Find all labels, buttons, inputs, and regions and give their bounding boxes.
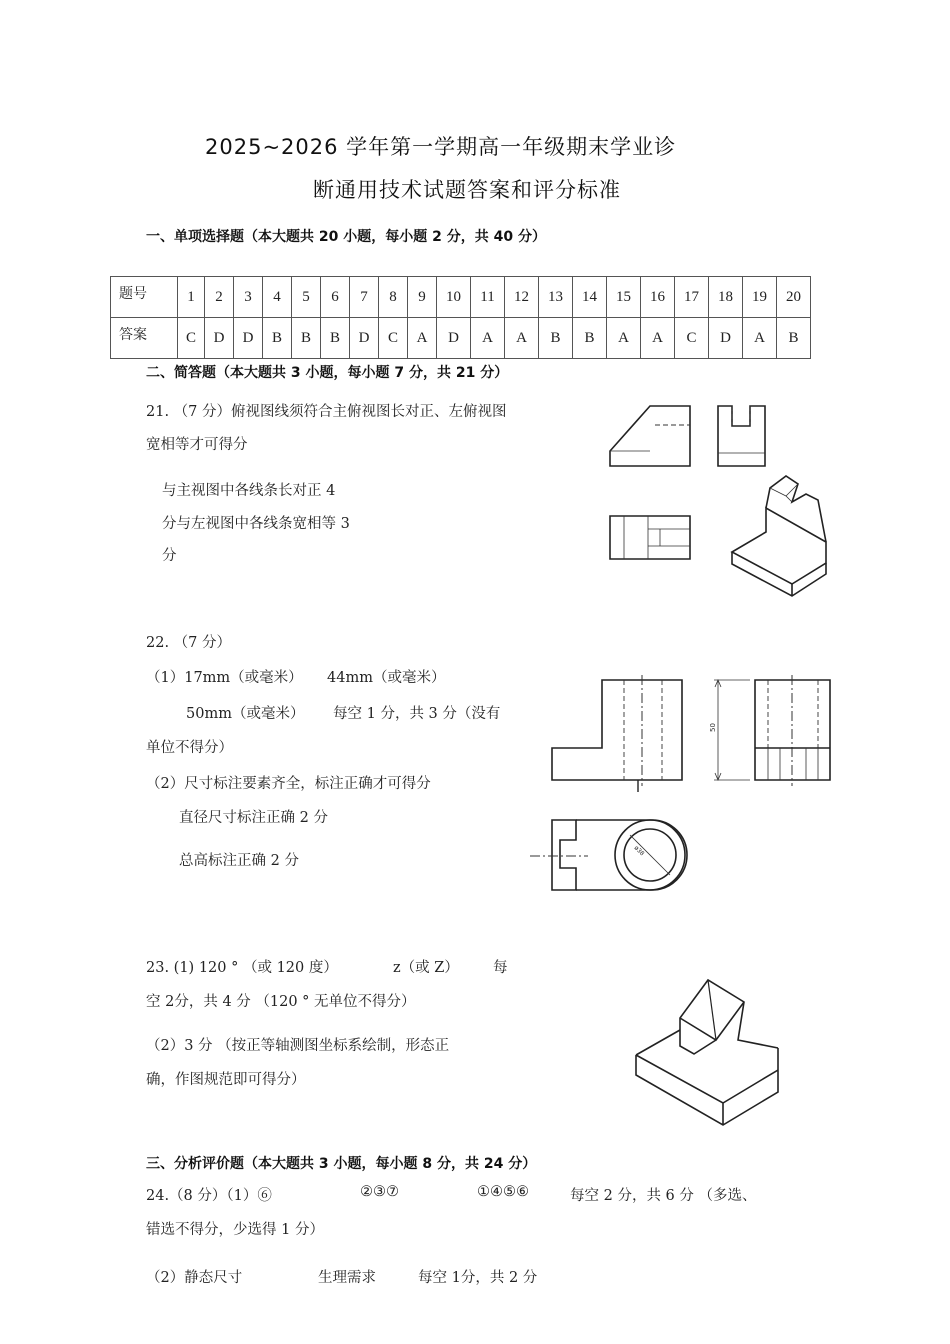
table-cell-num: 11	[471, 277, 505, 318]
table-cell-num: 16	[641, 277, 675, 318]
q23-line1c: 每	[493, 960, 508, 976]
table-label-answer: 答案	[111, 318, 178, 359]
q23-line2: 空 2分，共 4 分 （120 ° 无单位不得分）	[146, 994, 416, 1010]
q23-line4: 确，作图规范即可得分）	[146, 1072, 306, 1088]
q23-line1b: z（或 Z）	[393, 960, 459, 976]
q24-line1b: ②③⑦	[360, 1184, 399, 1200]
table-cell-ans: D	[437, 318, 471, 359]
table-cell-ans: D	[350, 318, 379, 359]
q23-line3: （2）3 分 （按正等轴测图坐标系绘制，形态正	[146, 1038, 450, 1054]
table-cell-num: 9	[408, 277, 437, 318]
q23-isometric-drawing	[628, 970, 828, 1130]
q21-three-view-drawing	[600, 396, 840, 586]
table-label-number: 题号	[111, 277, 178, 318]
table-row-answers	[111, 318, 811, 359]
q24-line2: 错选不得分，少选得 1 分）	[146, 1222, 324, 1238]
table-cell-ans: D	[709, 318, 743, 359]
table-cell-ans: A	[641, 318, 675, 359]
table-cell-num: 15	[607, 277, 641, 318]
table-cell-ans: B	[777, 318, 811, 359]
table-cell-ans: A	[505, 318, 539, 359]
q24-line3c: 每空 1分，共 2 分	[418, 1270, 538, 1286]
left-view-outline	[718, 406, 765, 466]
table-cell-num: 18	[709, 277, 743, 318]
q22-top-view-outline	[576, 820, 687, 890]
table-cell-ans: C	[178, 318, 205, 359]
table-cell-ans: C	[379, 318, 408, 359]
q22-top-view-slot	[552, 820, 576, 890]
table-cell-num: 1	[178, 277, 205, 318]
table-cell-num: 10	[437, 277, 471, 318]
q22-line6: 直径尺寸标注正确 2 分	[179, 810, 328, 826]
table-cell-ans: A	[607, 318, 641, 359]
q24-line1c: ①④⑤⑥	[477, 1184, 529, 1200]
table-cell-num: 3	[234, 277, 263, 318]
q22-line1: 22. （7 分）	[146, 635, 232, 651]
doc-title-line2: 断通用技术试题答案和评分标准	[313, 178, 621, 202]
section2-heading: 二、简答题（本大题共 3 小题，每小题 7 分，共 21 分）	[146, 365, 509, 381]
section1-heading: 一、单项选择题（本大题共 20 小题，每小题 2 分，共 40 分）	[146, 229, 546, 245]
q22-front-view	[552, 680, 682, 780]
table-cell-num: 20	[777, 277, 811, 318]
q21-line3: 与主视图中各线条长对正 4	[162, 483, 336, 499]
diameter-label: ø38	[632, 844, 646, 858]
table-cell-ans: D	[234, 318, 263, 359]
top-view-outline	[610, 516, 690, 559]
table-cell-ans: A	[408, 318, 437, 359]
table-cell-num: 7	[350, 277, 379, 318]
table-cell-num: 6	[321, 277, 350, 318]
table-cell-ans: B	[539, 318, 573, 359]
table-cell-num: 5	[292, 277, 321, 318]
q22-line4: 单位不得分）	[146, 740, 233, 756]
table-cell-ans: D	[205, 318, 234, 359]
q21-line4: 分与左视图中各线条宽相等 3	[162, 516, 350, 532]
q21-line5: 分	[162, 548, 177, 564]
isometric-base	[732, 508, 826, 584]
table-cell-ans: A	[743, 318, 777, 359]
q22-line3b: 每空 1 分，共 3 分（没有	[333, 706, 501, 722]
q22-line2b: 44mm（或毫米）	[327, 670, 446, 686]
front-view-outline	[610, 406, 690, 466]
table-cell-ans: B	[321, 318, 350, 359]
answer-table	[110, 276, 811, 359]
table-cell-ans: A	[471, 318, 505, 359]
table-cell-num: 14	[573, 277, 607, 318]
q22-drawing	[530, 670, 850, 910]
table-cell-num: 2	[205, 277, 234, 318]
q24-line3a: （2）静态尺寸	[146, 1270, 243, 1286]
q23-line1a: 23. (1) 120 ° （或 120 度）	[146, 960, 338, 976]
table-cell-num: 4	[263, 277, 292, 318]
table-cell-num: 19	[743, 277, 777, 318]
q21-line2: 宽相等才可得分	[146, 437, 248, 453]
table-cell-num: 12	[505, 277, 539, 318]
section3-heading: 三、分析评价题（本大题共 3 小题，每小题 8 分，共 24 分）	[146, 1156, 537, 1172]
q24-line1a: 24.（8 分）（1）⑥	[146, 1188, 272, 1204]
q22-line7: 总高标注正确 2 分	[179, 853, 299, 869]
height-dim-label: 50	[709, 723, 717, 732]
q24-line3b: 生理需求	[318, 1270, 376, 1286]
q22-line5: （2）尺寸标注要素齐全，标注正确才可得分	[146, 776, 431, 792]
table-cell-ans: B	[263, 318, 292, 359]
table-row-numbers	[111, 277, 811, 318]
table-cell-ans: B	[292, 318, 321, 359]
q22-line2a: （1）17mm（或毫米）	[146, 670, 303, 686]
q24-line1d: 每空 2 分，共 6 分 （多选、	[570, 1188, 757, 1204]
table-cell-num: 13	[539, 277, 573, 318]
height-dimension	[714, 680, 750, 780]
q22-line3a: 50mm（或毫米）	[186, 706, 305, 722]
table-cell-ans: C	[675, 318, 709, 359]
table-cell-ans: B	[573, 318, 607, 359]
table-cell-num: 17	[675, 277, 709, 318]
doc-title-line1: 2025~2026 学年第一学期高一年级期末学业诊	[205, 135, 677, 159]
q21-line1: 21. （7 分）俯视图线须符合主俯视图长对正、左俯视图	[146, 404, 507, 420]
table-cell-num: 8	[379, 277, 408, 318]
